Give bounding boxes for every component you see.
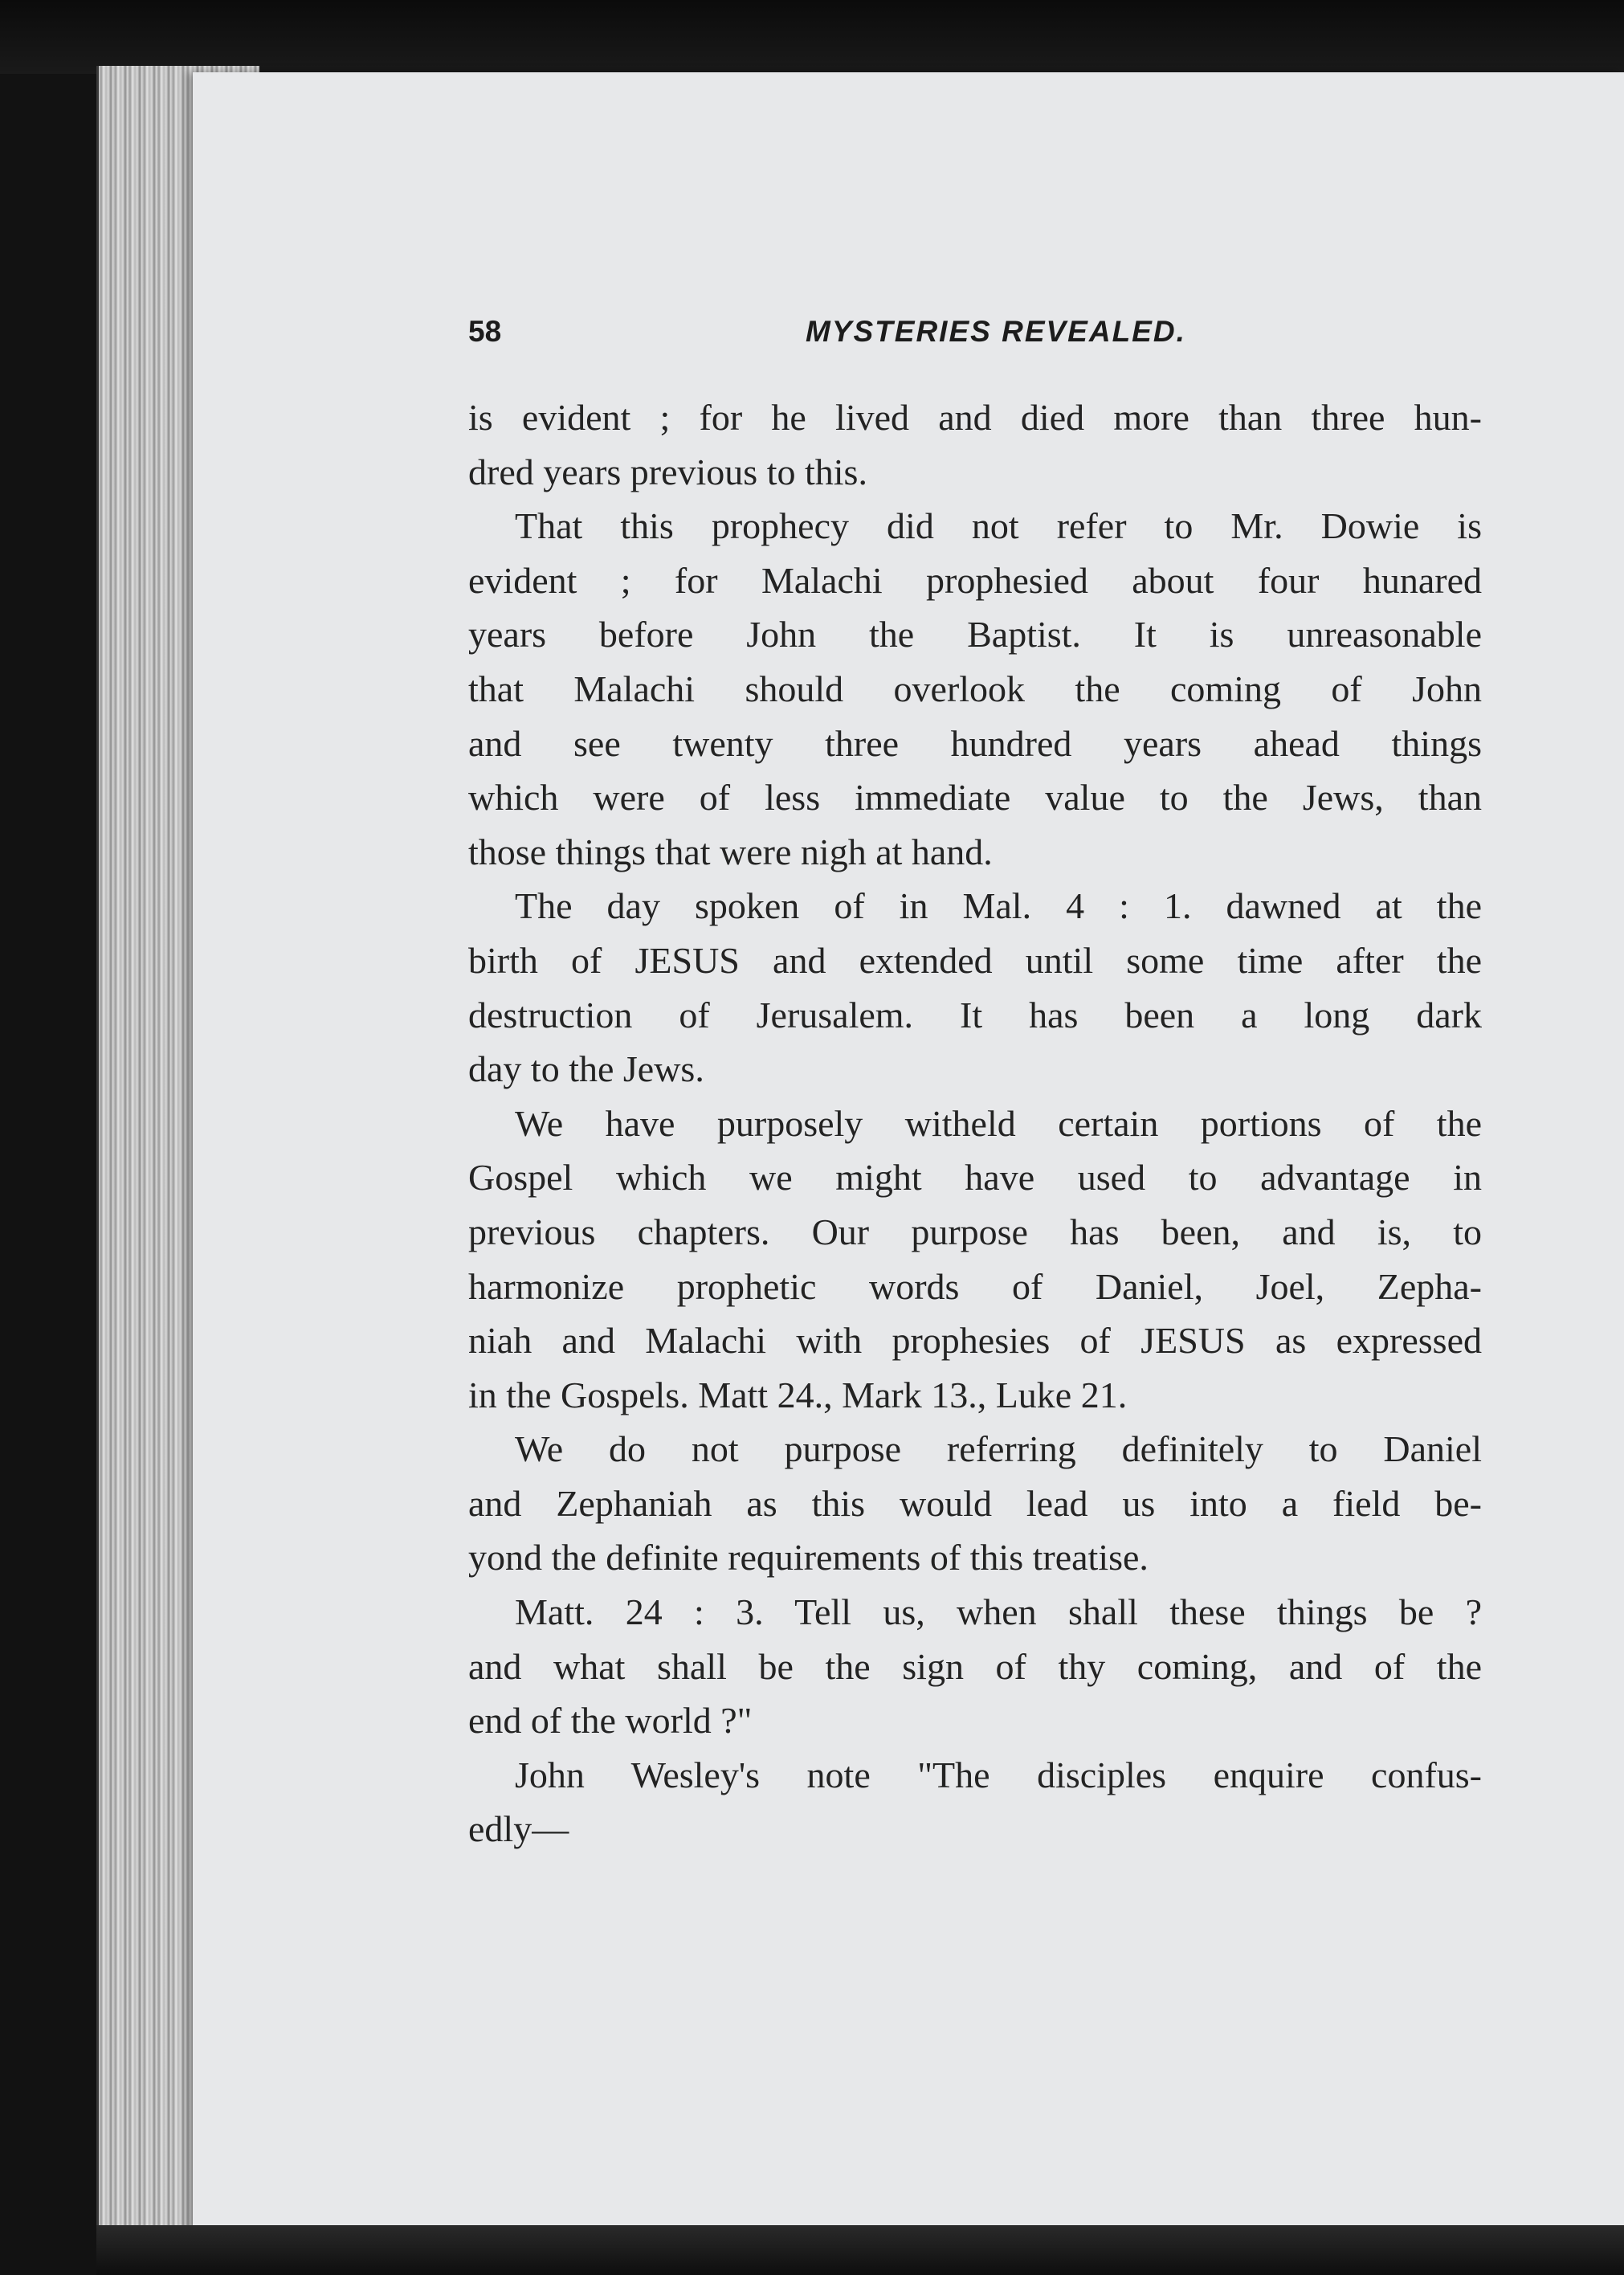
- text-line: and what shall be the sign of thy coming, and of the: [468, 1645, 1482, 1687]
- text-line: Gospel which we might have used to advantage in: [468, 1157, 1482, 1199]
- text-line: previous chapters. Our purpose has been, and is, to: [468, 1211, 1482, 1252]
- text-line: and see twenty three hundred years ahead things: [468, 722, 1482, 764]
- text-line: that Malachi should overlook the coming of John: [468, 668, 1482, 709]
- text-line: destruction of Jerusalem. It has been a long dark: [468, 994, 1482, 1035]
- paragraph-start-line: We do not purpose referring definitely to Daniel: [515, 1428, 1482, 1470]
- text-line: edly—: [468, 1808, 569, 1850]
- text-line: day to the Jews.: [468, 1048, 704, 1090]
- text-line: those things that were nigh at hand.: [468, 831, 993, 872]
- scan-background-top: [0, 0, 1624, 74]
- page-number: 58: [468, 315, 502, 348]
- text-line: niah and Malachi with prophesies of JESUS as expressed: [468, 1320, 1482, 1362]
- scan-background-bottom: [96, 2225, 1624, 2275]
- running-title: MYSTERIES REVEALED.: [806, 315, 1186, 348]
- paragraph-start-line: That this prophecy did not refer to Mr. Dowie is: [515, 505, 1482, 547]
- paragraph-start-line: John Wesley's note "The disciples enquire confus-: [515, 1754, 1482, 1795]
- text-line: years before John the Baptist. It is unreasonable: [468, 614, 1482, 656]
- paragraph-start-line: We have purposely witheld certain portions of the: [515, 1102, 1482, 1144]
- running-header: [468, 315, 1186, 363]
- text-line: yond the definite requirements of this treatise.: [468, 1537, 1149, 1579]
- body-text: [468, 390, 1482, 1856]
- text-line: dred years previous to this.: [468, 451, 867, 492]
- paragraph-start-line: The day spoken of in Mal. 4 : 1. dawned at the: [515, 885, 1482, 927]
- text-line: birth of JESUS and extended until some time after the: [468, 939, 1482, 981]
- text-line: in the Gospels. Matt 24., Mark 13., Luke 21.: [468, 1374, 1128, 1415]
- text-line: evident ; for Malachi prophesied about four hunared: [468, 559, 1482, 601]
- text-line: and Zephaniah as this would lead us into a field be-: [468, 1482, 1482, 1524]
- text-line: end of the world ?": [468, 1700, 753, 1742]
- paragraph-start-line: Matt. 24 : 3. Tell us, when shall these things be ?: [515, 1591, 1482, 1633]
- text-line: which were of less immediate value to the Jews, than: [468, 777, 1482, 819]
- text-line: is evident ; for he lived and died more than three hun-: [468, 397, 1482, 438]
- text-line: harmonize prophetic words of Daniel, Joel, Zepha-: [468, 1265, 1482, 1307]
